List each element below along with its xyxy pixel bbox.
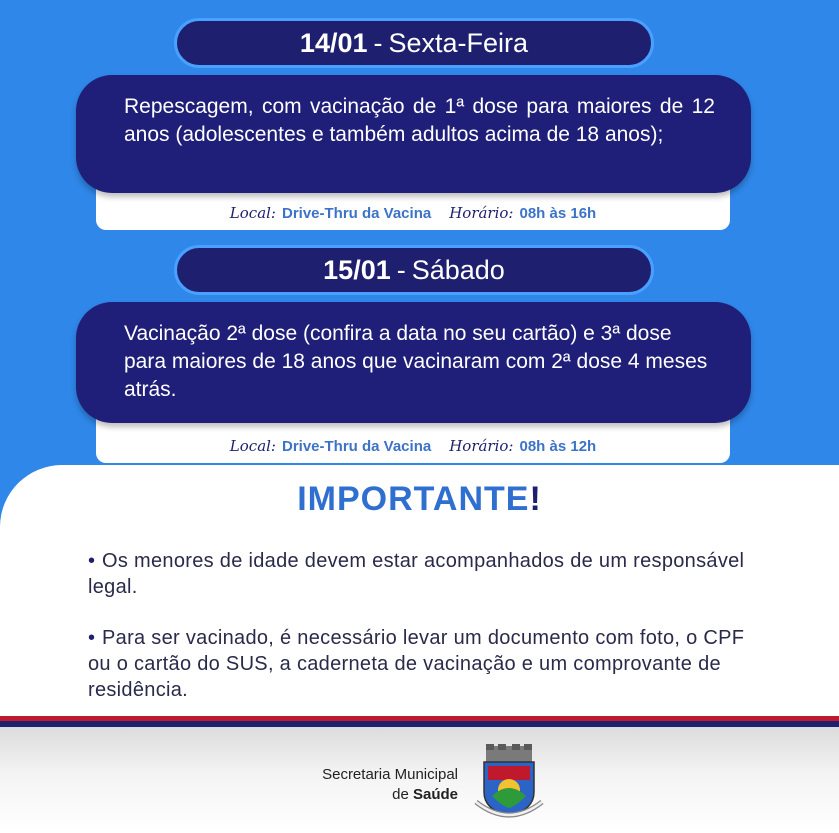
important-heading	[0, 480, 839, 519]
description-day2: Vacinação 2ª dose (confira a data no seu cartão) e 3ª dose para maiores de 18 anos que vacinaram com 2ª dose 4 meses atrás.	[124, 322, 708, 401]
local-label-day2: Local:	[229, 437, 276, 455]
footer-line1: Secretaria Municipal	[322, 766, 458, 783]
date-header-day1	[174, 18, 654, 68]
weekday-day1: Sexta-Feira	[388, 27, 529, 58]
description-day1: Repescagem, com vacinação de 1ª dose para maiores de 12 anos (adolescentes e também adultos acima de 18 anos);	[124, 95, 715, 146]
important-title: IMPORTANTE	[297, 480, 530, 518]
date-separator-day2: -	[396, 254, 406, 285]
list-item	[88, 548, 753, 600]
municipal-crest-icon	[472, 744, 546, 824]
date-separator-day1: -	[373, 27, 383, 58]
bullet-icon: •	[88, 627, 96, 649]
hours-value-day1: 08h às 16h	[519, 204, 597, 222]
footer-signature	[280, 765, 458, 805]
description-card-day1	[76, 75, 751, 193]
local-value-day2: Drive-Thru da Vacina	[281, 437, 432, 455]
hours-label-day1: Horário:	[449, 204, 514, 222]
local-value-day1: Drive-Thru da Vacina	[281, 204, 432, 222]
bullet-text: Para ser vacinado, é necessário levar um documento com foto, o CPF ou o cartão do SUS, a caderneta de vacinação e um comprovante de residência.	[88, 627, 745, 701]
date-header-day2	[174, 245, 654, 295]
list-item	[88, 625, 753, 703]
date-day1: 14/01	[299, 27, 368, 58]
exclamation-mark: !	[529, 480, 542, 518]
local-label-day1: Local:	[229, 204, 276, 222]
bullet-text: Os menores de idade devem estar acompanhados de um responsável legal.	[88, 550, 745, 598]
hours-label-day2: Horário:	[449, 437, 514, 455]
footer-line2-bold: Saúde	[412, 786, 458, 803]
location-bar-day2	[96, 419, 730, 463]
date-day2: 15/01	[323, 254, 391, 285]
hours-value-day2: 08h às 12h	[519, 437, 597, 455]
footer-line2-prefix: de	[392, 786, 409, 803]
bullet-icon: •	[88, 550, 96, 572]
description-card-day2	[76, 302, 751, 423]
weekday-day2: Sábado	[411, 254, 505, 285]
